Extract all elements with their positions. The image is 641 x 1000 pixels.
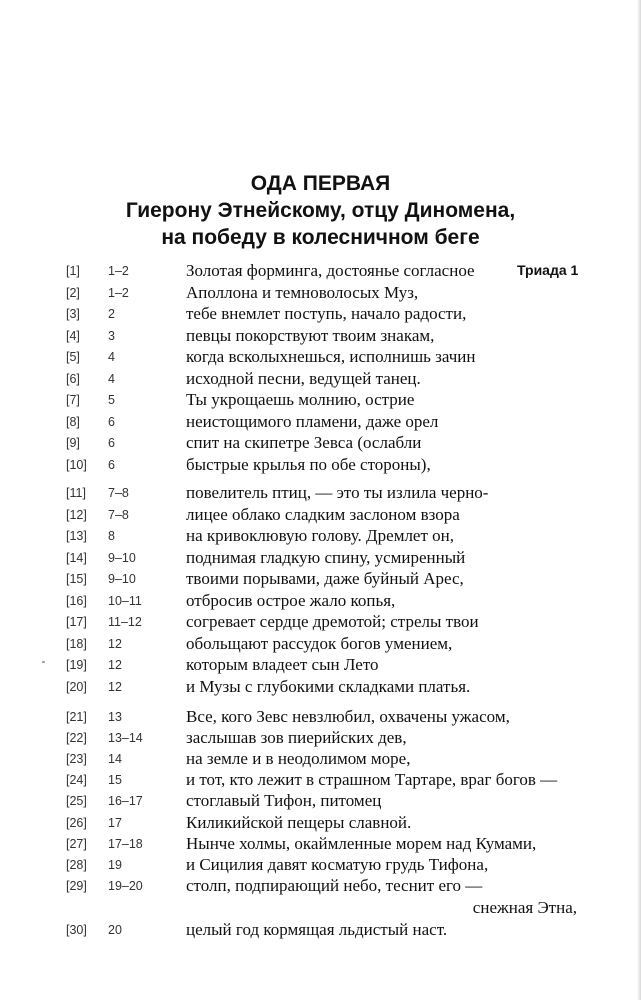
line-number: [25]	[66, 794, 87, 809]
verse-text: на земле и в неодолимом море,	[186, 749, 411, 769]
ode-title	[0, 170, 641, 251]
verse-text: Киликийской пещеры славной.	[186, 812, 412, 832]
title-line-3: на победу в колесничном беге	[161, 226, 480, 249]
line-number: [2]	[66, 285, 80, 300]
verse-text: заслышав зов пиерийских дев,	[186, 728, 407, 748]
verse-text: Нынче холмы, окаймленные морем над Кумами,	[186, 833, 537, 853]
verse-line	[0, 367, 641, 391]
verse-line	[0, 546, 641, 570]
line-number: [3]	[66, 307, 80, 321]
line-number: [13]	[66, 529, 87, 543]
greek-line-ref: 16–17	[108, 794, 143, 809]
greek-line-ref: 2	[108, 307, 115, 321]
greek-line-ref: 6	[108, 436, 115, 450]
verse-text: Аполлона и темноволосых Муз,	[186, 282, 419, 302]
line-number: [12]	[66, 507, 87, 522]
verse-text: столп, подпирающий небо, теснит его —	[186, 875, 483, 895]
verse-text: Ты укрощаешь молнию, острие	[186, 390, 415, 409]
greek-line-ref: 12	[108, 636, 122, 651]
verse-text: и тот, кто лежит в страшном Тартаре, враг богов —	[186, 770, 558, 790]
title-line-1: ОДА ПЕРВАЯ	[250, 172, 391, 195]
verse-text: певцы покорствуют твоим знакам,	[186, 325, 435, 345]
greek-line-ref: 15	[108, 773, 122, 788]
verse-text: которым владеет сын Лето	[186, 655, 379, 674]
greek-line-ref: 17	[108, 815, 122, 830]
verse-text: повелитель птиц, — это ты излила черно-	[186, 483, 489, 502]
greek-line-ref: 1–2	[108, 264, 129, 278]
greek-line-ref: 4	[108, 350, 115, 364]
verse-text: когда всколыхнешься, исполнишь зачин	[186, 347, 476, 366]
line-number: [5]	[66, 350, 80, 364]
greek-line-ref: 12	[108, 679, 122, 694]
verse-line	[0, 281, 641, 305]
verse-line	[0, 453, 641, 477]
line-number: [30]	[66, 923, 87, 937]
line-number: [18]	[66, 636, 87, 651]
line-number: [1]	[66, 264, 80, 278]
verse-text: стоглавый Тифон, питомец	[186, 791, 382, 811]
line-number: [15]	[66, 572, 87, 586]
verse-text: неистощимого пламени, даже орел	[186, 411, 439, 431]
verse-text: спит на скипетре Зевса (ослабли	[186, 433, 422, 452]
verse-text: и Музы с глубокими складками платья.	[186, 676, 471, 696]
verse-line	[0, 388, 641, 412]
verse-text: и Сицилия давят косматую грудь Тифона,	[186, 854, 489, 874]
verse-text: исходной песни, ведущей танец.	[186, 368, 421, 388]
line-number: [28]	[66, 857, 87, 872]
verse-line	[0, 503, 641, 527]
line-number: [24]	[66, 773, 87, 788]
greek-line-ref: 13	[108, 710, 122, 724]
line-number: [8]	[66, 414, 80, 429]
verse-text: Все, кого Зевс невзлюбил, охвачены ужасом,	[186, 707, 510, 726]
verse-text: на кривоклювую голову. Дремлет он,	[186, 526, 455, 545]
greek-line-ref: 11–12	[108, 615, 142, 629]
verse-line	[0, 324, 641, 348]
verse-text: Золотая форминга, достоянье согласное	[186, 261, 475, 280]
greek-line-ref: 19–20	[108, 878, 143, 893]
verse-line	[0, 431, 641, 455]
greek-line-ref: 8	[108, 529, 115, 543]
verse-text: лицее облако сладким заслоном взора	[186, 504, 460, 524]
greek-line-ref: 1–2	[108, 285, 129, 300]
greek-line-ref: 19	[108, 857, 122, 872]
line-number: [7]	[66, 393, 80, 407]
verse-line	[0, 345, 641, 369]
greek-line-ref: 7–8	[108, 507, 129, 522]
greek-line-ref: 9–10	[108, 550, 136, 565]
greek-line-ref: 13–14	[108, 731, 143, 746]
greek-line-ref: 4	[108, 371, 115, 386]
verse-line	[0, 567, 641, 591]
verse-line	[0, 410, 641, 434]
line-number: [23]	[66, 752, 87, 767]
line-number: [11]	[66, 486, 86, 500]
verse-line	[0, 481, 641, 505]
line-number: [4]	[66, 328, 80, 343]
verse-line	[0, 302, 641, 326]
verse-continuation-line	[0, 896, 577, 920]
line-number: [20]	[66, 679, 87, 694]
verse-text: тебе внемлет поступь, начало радости,	[186, 304, 467, 323]
line-number: [21]	[66, 710, 87, 724]
verse-line	[0, 918, 641, 942]
continuation-text: снежная Этна,	[472, 898, 577, 917]
verse-line	[0, 259, 641, 283]
greek-line-ref: 17–18	[108, 836, 143, 851]
verse-line	[0, 524, 641, 548]
line-number: [17]	[66, 615, 87, 629]
line-number: [29]	[66, 878, 87, 893]
line-number: [22]	[66, 731, 87, 746]
verse-text: отбросив острое жало копья,	[186, 590, 396, 610]
verse-text: обольщают рассудок богов умением,	[186, 633, 453, 653]
title-line-2: Гиерону Этнейскому, отцу Диномена,	[125, 199, 516, 222]
greek-line-ref: 14	[108, 752, 122, 767]
greek-line-ref: 20	[108, 923, 122, 937]
greek-line-ref: 3	[108, 328, 115, 343]
verse-line	[0, 589, 641, 613]
verse-line	[0, 874, 641, 898]
verse-line	[0, 675, 641, 699]
verse-text: согревает сердце дремотой; стрелы твои	[186, 612, 479, 631]
verse-line	[0, 632, 641, 656]
line-number: [26]	[66, 815, 87, 830]
line-number: [14]	[66, 550, 87, 565]
greek-line-ref: 10–11	[108, 593, 142, 608]
verse-line	[0, 653, 641, 677]
greek-line-ref: 6	[108, 414, 115, 429]
line-number: [6]	[66, 371, 80, 386]
verse-text: целый год кормящая льдистый наст.	[186, 920, 448, 939]
line-number: [19]	[66, 658, 87, 672]
greek-line-ref: 5	[108, 393, 115, 407]
triad-label: Триада 1	[517, 262, 579, 278]
line-number: [10]	[66, 457, 87, 472]
greek-line-ref: 12	[108, 658, 122, 672]
greek-line-ref: 7–8	[108, 486, 129, 500]
verse-text: быстрые крылья по обе стороны),	[186, 454, 431, 474]
line-number: [9]	[66, 436, 80, 450]
line-number: [27]	[66, 836, 87, 851]
greek-line-ref: 9–10	[108, 572, 136, 586]
line-number: [16]	[66, 593, 87, 608]
verse-line	[0, 610, 641, 634]
greek-line-ref: 6	[108, 457, 115, 472]
verse-text: твоими порывами, даже буйный Арес,	[186, 569, 464, 588]
verse-text: поднимая гладкую спину, усмиренный	[186, 547, 466, 567]
